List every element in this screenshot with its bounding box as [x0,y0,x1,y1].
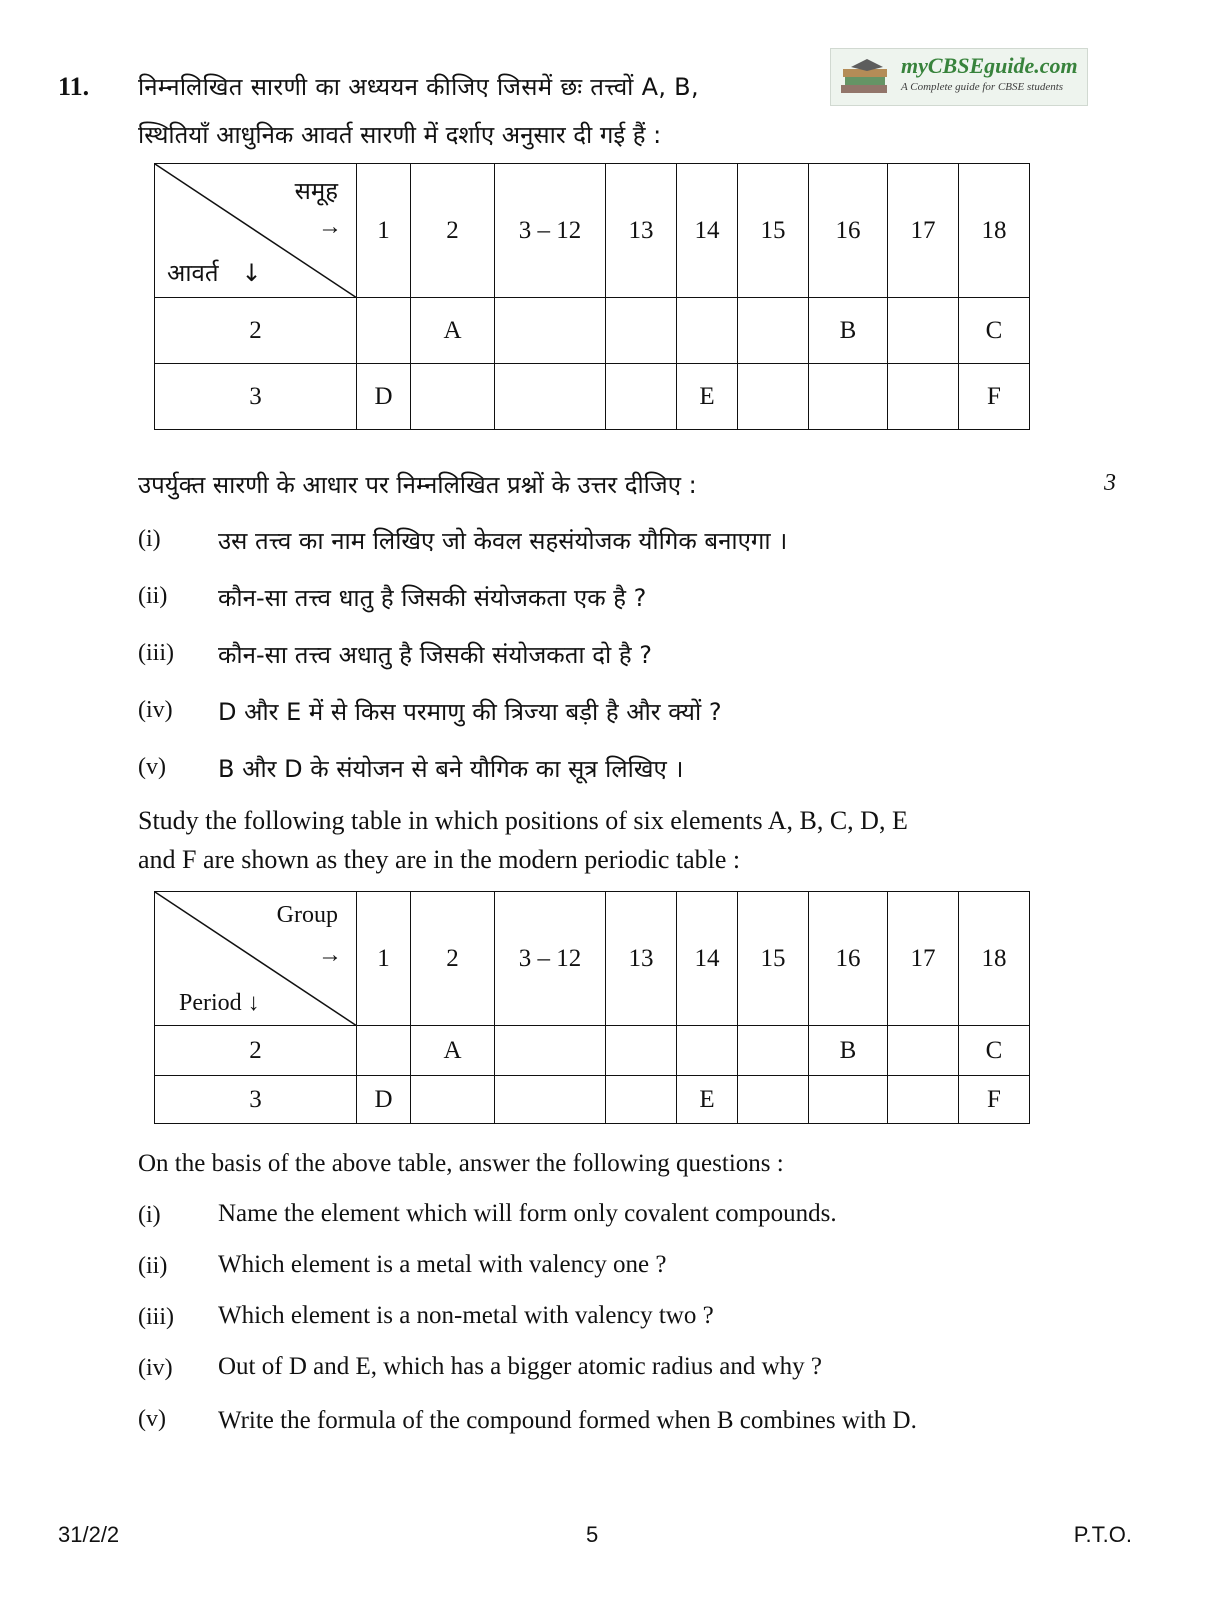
element-cell [888,298,959,364]
diagonal-header-cell [155,164,357,298]
element-cell: A [411,1026,495,1076]
element-cell [888,364,959,430]
group-header: 15 [738,164,809,298]
books-icon [837,55,893,99]
table-row [155,298,1030,364]
table-row [155,1026,1030,1076]
english-question-number: (ii) [138,1253,168,1279]
element-cell [411,1076,495,1124]
group-header: 14 [677,892,738,1026]
question-number: 11. [58,72,90,101]
english-question-number: (i) [138,1202,161,1228]
element-cell [606,298,677,364]
element-cell [606,364,677,430]
group-header: 15 [738,892,809,1026]
english-question-text: Which element is a metal with valency one ? [218,1251,667,1278]
group-header: 17 [888,892,959,1026]
element-cell: D [357,364,411,430]
element-cell [357,1026,411,1076]
hindi-question-text: कौन-सा तत्त्व धातु है जिसकी संयोजकता एक है ? [218,584,647,612]
marks-label: 3 [1104,470,1116,496]
hindi-question-number: (ii) [138,583,168,609]
element-cell [677,1026,738,1076]
hindi-questions-intro: उपर्युक्त सारणी के आधार पर निम्नलिखित प्रश्नों के उत्तर दीजिए : [138,471,697,499]
group-header: 16 [809,164,888,298]
element-cell: A [411,298,495,364]
english-question-number: (iv) [138,1355,173,1381]
english-question-text: Out of D and E, which has a bigger atomic radius and why ? [218,1353,823,1380]
element-cell [738,1076,809,1124]
element-cell [495,298,606,364]
arrow-right-icon: → [318,214,342,240]
english-question-number: (v) [138,1406,166,1432]
period-cell: 2 [155,298,357,364]
hindi-question-number: (v) [138,754,166,780]
element-cell [677,298,738,364]
group-header: 13 [606,164,677,298]
pto-label: P.T.O. [1073,1522,1132,1547]
english-question-text: Name the element which will form only covalent compounds. [218,1200,837,1227]
element-cell [411,364,495,430]
period-label: Period [179,990,242,1016]
period-cell: 3 [155,364,357,430]
element-cell [606,1026,677,1076]
group-header: 3 – 12 [495,892,606,1026]
element-cell: C [959,1026,1030,1076]
paper-code: 31/2/2 [58,1522,120,1547]
element-cell [495,1026,606,1076]
english-questions-intro: On the basis of the above table, answer the following questions : [138,1150,784,1177]
element-cell: D [357,1076,411,1124]
element-cell: F [959,364,1030,430]
group-header: 18 [959,892,1030,1026]
period-label-wrap [179,990,260,1017]
hindi-intro-line2: स्थितियाँ आधुनिक आवर्त सारणी में दर्शाए अनुसार दी गई हैं : [138,121,662,149]
hindi-question-text: कौन-सा तत्त्व अधातु है जिसकी संयोजकता दो है ? [218,641,652,669]
element-cell [809,1076,888,1124]
group-header: 3 – 12 [495,164,606,298]
group-header: 2 [411,164,495,298]
element-cell [738,364,809,430]
table-header-row [155,892,1030,1026]
element-cell [606,1076,677,1124]
element-cell [495,364,606,430]
english-question-text: Which element is a non-metal with valency two ? [218,1302,714,1329]
element-cell [357,298,411,364]
table-header-row [155,164,1030,298]
page-number: 5 [586,1522,599,1547]
element-cell [738,298,809,364]
element-cell [809,364,888,430]
logo-brand: myCBSEguide.com [901,53,1078,78]
period-cell: 3 [155,1076,357,1124]
group-header: 13 [606,892,677,1026]
english-intro-line1: Study the following table in which positions of six elements A, B, C, D, E [138,806,908,835]
hindi-question-number: (iv) [138,697,173,723]
english-question-number: (iii) [138,1304,174,1330]
element-cell [495,1076,606,1124]
hindi-question-number: (iii) [138,640,174,666]
watermark-logo [830,48,1088,106]
english-periodic-table [154,891,1030,1124]
element-cell: B [809,298,888,364]
period-cell: 2 [155,1026,357,1076]
group-header: 14 [677,164,738,298]
group-header: 2 [411,892,495,1026]
element-cell [738,1026,809,1076]
english-question-text: Write the formula of the compound formed when B combines with D. [218,1407,917,1434]
hindi-question-text: D और E में से किस परमाणु की त्रिज्या बड़ी है और क्यों ? [218,698,722,726]
group-label: समूह [294,177,338,205]
arrow-right-icon: → [318,942,342,968]
group-header: 1 [357,164,411,298]
element-cell [888,1026,959,1076]
group-header: 1 [357,892,411,1026]
group-header: 17 [888,164,959,298]
table-row [155,364,1030,430]
group-header: 16 [809,892,888,1026]
hindi-question-text: B और D के संयोजन से बने यौगिक का सूत्र लिखिए । [218,755,684,783]
period-label-wrap [167,256,262,289]
element-cell [888,1076,959,1124]
logo-tagline: A Complete guide for CBSE students [901,81,1064,93]
group-label: Group [276,902,338,928]
element-cell: F [959,1076,1030,1124]
hindi-intro-line1: निम्नलिखित सारणी का अध्ययन कीजिए जिसमें छः तत्त्वों A, B, [138,73,699,101]
diagonal-header-cell [155,892,357,1026]
arrow-down-icon: ↓ [241,259,262,287]
hindi-question-text: उस तत्त्व का नाम लिखिए जो केवल सहसंयोजक यौगिक बनाएगा । [218,527,788,555]
arrow-down-icon: ↓ [247,990,260,1016]
period-label: आवर्त [167,259,219,287]
table-row [155,1076,1030,1124]
hindi-question-number: (i) [138,526,161,552]
element-cell: B [809,1026,888,1076]
hindi-periodic-table [154,163,1030,430]
element-cell: E [677,364,738,430]
element-cell: C [959,298,1030,364]
english-intro-line2: and F are shown as they are in the modern periodic table : [138,845,741,874]
element-cell: E [677,1076,738,1124]
group-header: 18 [959,164,1030,298]
